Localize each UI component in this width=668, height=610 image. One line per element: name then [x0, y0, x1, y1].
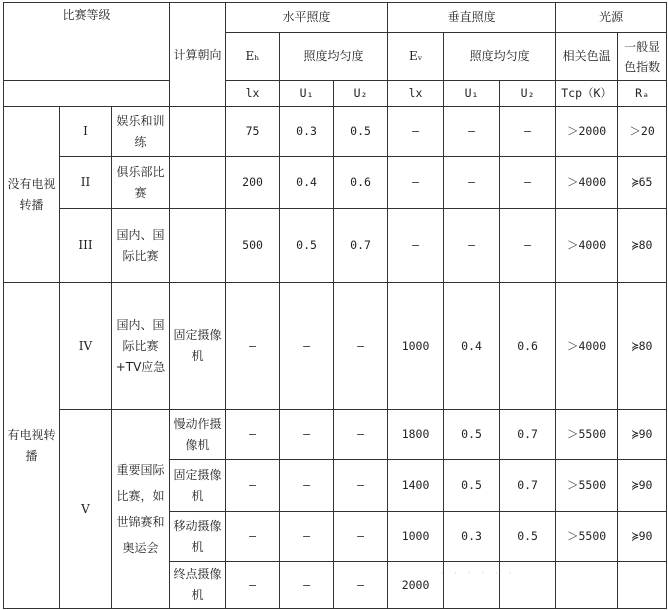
ev-cell: 1800	[388, 410, 444, 460]
ra-cell: ≽90	[618, 410, 667, 460]
u1v-cell: –	[444, 157, 500, 209]
u1v-cell: 0.4	[444, 283, 500, 410]
eh-cell: 75	[226, 107, 280, 157]
direction-cell	[170, 157, 226, 209]
tcp-cell: ＞4000	[556, 283, 618, 410]
grade-cell: V	[60, 410, 112, 609]
tcp-cell: ＞4000	[556, 157, 618, 209]
event-cell: 娱乐和训练	[112, 107, 170, 157]
tcp-cell: ＞5500	[556, 410, 618, 460]
direction-cell: 慢动作摄像机	[170, 410, 226, 460]
header-vertical-illuminance: 垂直照度	[388, 3, 556, 33]
u2h-cell: –	[334, 562, 388, 609]
header-vertical-uniformity: 照度均匀度	[444, 33, 556, 81]
group-no-tv: 没有电视转播	[4, 107, 60, 283]
u2h-cell: –	[334, 460, 388, 512]
ra-cell: ＞20	[618, 107, 667, 157]
unit-lx-vertical: lx	[388, 81, 444, 107]
u1h-cell: –	[280, 283, 334, 410]
u1h-cell: –	[280, 562, 334, 609]
eh-cell: –	[226, 512, 280, 562]
ra-cell: ≽90	[618, 460, 667, 512]
ev-cell: 1400	[388, 460, 444, 512]
ra-cell	[618, 562, 667, 609]
unit-u2-horizontal: U₂	[334, 81, 388, 107]
group-tv: 有电视转播	[4, 283, 60, 609]
u1h-cell: 0.3	[280, 107, 334, 157]
ev-cell: 1000	[388, 512, 444, 562]
eh-cell: –	[226, 460, 280, 512]
tcp-cell: ＞4000	[556, 209, 618, 283]
header-eh: Eₕ	[226, 33, 280, 81]
header-level: 比赛等级	[4, 3, 170, 81]
u2v-cell: –	[500, 157, 556, 209]
direction-cell: 移动摄像机	[170, 512, 226, 562]
direction-cell	[170, 107, 226, 157]
table-row	[4, 157, 667, 209]
table-row	[4, 410, 667, 460]
tcp-cell: ＞5500	[556, 512, 618, 562]
u1v-cell: –	[444, 209, 500, 283]
ra-cell: ≽80	[618, 283, 667, 410]
header-ev: Eᵥ	[388, 33, 444, 81]
ev-cell: –	[388, 157, 444, 209]
u1v-cell: 0.3	[444, 512, 500, 562]
tcp-cell: ＞5500	[556, 460, 618, 512]
u2h-cell: –	[334, 283, 388, 410]
grade-cell: II	[60, 157, 112, 209]
u1h-cell: –	[280, 512, 334, 562]
u2v-cell: –	[500, 209, 556, 283]
event-cell: 重要国际比赛，如世锦赛和奥运会	[112, 410, 170, 609]
direction-cell	[170, 209, 226, 283]
eh-cell: –	[226, 562, 280, 609]
direction-cell: 固定摄像机	[170, 460, 226, 512]
illuminance-standards-table	[3, 2, 667, 609]
u2h-cell: –	[334, 410, 388, 460]
ev-cell: –	[388, 107, 444, 157]
event-cell: 国内、国际比赛	[112, 209, 170, 283]
eh-cell: 200	[226, 157, 280, 209]
u2h-cell: 0.7	[334, 209, 388, 283]
tcp-cell: ＞2000	[556, 107, 618, 157]
u1v-cell: –	[444, 107, 500, 157]
ra-cell: ≽80	[618, 209, 667, 283]
ev-cell: –	[388, 209, 444, 283]
direction-cell: 固定摄像机	[170, 283, 226, 410]
u2v-cell: 0.7	[500, 460, 556, 512]
grade-cell: I	[60, 107, 112, 157]
u2v-cell: –	[500, 107, 556, 157]
u2h-cell: 0.6	[334, 157, 388, 209]
unit-u1-vertical: U₁	[444, 81, 500, 107]
ev-cell: 2000	[388, 562, 444, 609]
unit-u2-vertical: U₂	[500, 81, 556, 107]
u2h-cell: 0.5	[334, 107, 388, 157]
direction-cell: 终点摄像机	[170, 562, 226, 609]
header-color-rendering-index: 一般显色指数	[618, 33, 667, 81]
header-color-temperature: 相关色温	[556, 33, 618, 81]
header-horizontal-illuminance: 水平照度	[226, 3, 388, 33]
unit-ra: Rₐ	[618, 81, 667, 107]
header-units-row	[4, 81, 667, 107]
event-cell: 国内、国际比赛+TV应急	[112, 283, 170, 410]
eh-cell: –	[226, 410, 280, 460]
ev-cell: 1000	[388, 283, 444, 410]
header-row-1	[4, 3, 667, 33]
ra-cell: ≽90	[618, 512, 667, 562]
ra-cell: ≽65	[618, 157, 667, 209]
table-row	[4, 107, 667, 157]
grade-cell: III	[60, 209, 112, 283]
eh-cell: 500	[226, 209, 280, 283]
header-horizontal-uniformity: 照度均匀度	[280, 33, 388, 81]
watermark: · · · · · ·	[440, 566, 515, 580]
grade-cell: IV	[60, 283, 112, 410]
unit-tcp: Tcp（K）	[556, 81, 618, 107]
header-light-source: 光源	[556, 3, 667, 33]
unit-lx-horizontal: lx	[226, 81, 280, 107]
u1v-cell: 0.5	[444, 460, 500, 512]
u2h-cell: –	[334, 512, 388, 562]
u2v-cell: 0.6	[500, 283, 556, 410]
u1v-cell: 0.5	[444, 410, 500, 460]
u1h-cell: –	[280, 460, 334, 512]
u1h-cell: 0.4	[280, 157, 334, 209]
header-direction: 计算朝向	[170, 3, 226, 107]
event-cell: 俱乐部比赛	[112, 157, 170, 209]
table-row	[4, 283, 667, 410]
u1h-cell: 0.5	[280, 209, 334, 283]
unit-u1-horizontal: U₁	[280, 81, 334, 107]
eh-cell: –	[226, 283, 280, 410]
u2v-cell: 0.7	[500, 410, 556, 460]
tcp-cell	[556, 562, 618, 609]
table-row	[4, 209, 667, 283]
u2v-cell: 0.5	[500, 512, 556, 562]
u1h-cell: –	[280, 410, 334, 460]
header-units-blank	[4, 81, 170, 107]
